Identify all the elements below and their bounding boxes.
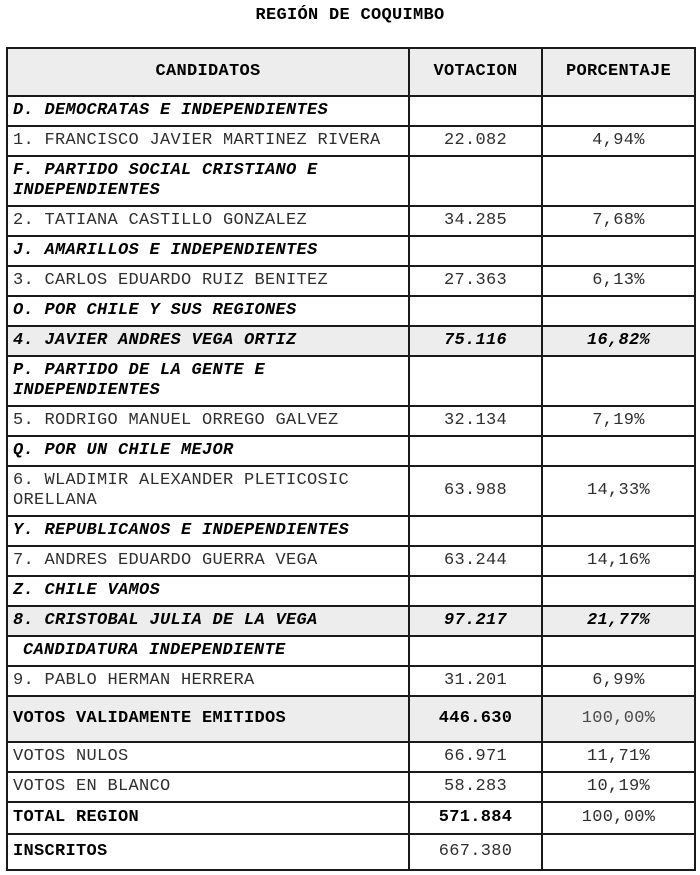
candidate-name-cell: 6. WLADIMIR ALEXANDER PLETICOSIC ORELLANA [7,466,409,516]
votes-cell [409,516,542,546]
votes-cell: 66.971 [409,742,542,772]
candidate-row [7,126,695,156]
percentage-cell: 7,19% [542,406,695,436]
percentage-cell: 6,99% [542,666,695,696]
party-header-row [7,516,695,546]
summary-row-votos-en-blanco [7,772,695,802]
candidate-row [7,466,695,516]
votes-cell: 63.988 [409,466,542,516]
party-name-cell: CANDIDATURA INDEPENDIENTE [7,636,409,666]
votes-cell: 22.082 [409,126,542,156]
votes-cell [409,236,542,266]
summary-label-cell: VOTOS EN BLANCO [7,772,409,802]
percentage-cell [542,636,695,666]
percentage-cell: 100,00% [542,802,695,834]
candidate-name-cell: 2. TATIANA CASTILLO GONZALEZ [7,206,409,236]
candidate-name-cell: 4. JAVIER ANDRES VEGA ORTIZ [7,326,409,356]
candidate-name-cell: 1. FRANCISCO JAVIER MARTINEZ RIVERA [7,126,409,156]
party-name-cell: D. DEMOCRATAS E INDEPENDIENTES [7,96,409,126]
votes-cell [409,356,542,406]
party-name-cell: J. AMARILLOS E INDEPENDIENTES [7,236,409,266]
percentage-cell: 14,16% [542,546,695,576]
percentage-cell [542,96,695,126]
summary-label-cell: INSCRITOS [7,834,409,870]
percentage-cell: 16,82% [542,326,695,356]
party-header-row [7,96,695,126]
votes-cell [409,156,542,206]
candidate-name-cell: 3. CARLOS EDUARDO RUIZ BENITEZ [7,266,409,296]
percentage-cell: 6,13% [542,266,695,296]
votes-cell [409,576,542,606]
percentage-cell [542,516,695,546]
candidate-name-cell: 8. CRISTOBAL JULIA DE LA VEGA [7,606,409,636]
header-votacion: VOTACION [409,48,542,96]
party-header-row [7,576,695,606]
header-candidatos: CANDIDATOS [7,48,409,96]
summary-row-votos-validamente [7,696,695,742]
percentage-cell: 14,33% [542,466,695,516]
votes-cell: 31.201 [409,666,542,696]
results-table [6,47,696,871]
votes-cell: 75.116 [409,326,542,356]
votes-cell: 63.244 [409,546,542,576]
candidate-row [7,266,695,296]
party-header-row [7,236,695,266]
party-name-cell: Z. CHILE VAMOS [7,576,409,606]
votes-cell: 97.217 [409,606,542,636]
candidate-row-highlighted [7,606,695,636]
percentage-cell [542,356,695,406]
candidate-name-cell: 9. PABLO HERMAN HERRERA [7,666,409,696]
votes-cell [409,96,542,126]
percentage-cell [542,576,695,606]
votes-cell: 446.630 [409,696,542,742]
summary-label-cell: VOTOS NULOS [7,742,409,772]
summary-label-cell: TOTAL REGION [7,802,409,834]
party-header-row [7,436,695,466]
votes-cell: 27.363 [409,266,542,296]
candidate-row [7,206,695,236]
percentage-cell [542,236,695,266]
percentage-cell [542,156,695,206]
percentage-cell [542,834,695,870]
party-header-row [7,156,695,206]
votes-cell: 34.285 [409,206,542,236]
percentage-cell: 7,68% [542,206,695,236]
votes-cell: 571.884 [409,802,542,834]
table-header-row [7,48,695,96]
percentage-cell: 11,71% [542,742,695,772]
percentage-cell: 100,00% [542,696,695,742]
page-title: REGIÓN DE COQUIMBO [255,6,445,25]
candidate-row-highlighted [7,326,695,356]
percentage-cell: 4,94% [542,126,695,156]
summary-label-cell: VOTOS VALIDAMENTE EMITIDOS [7,696,409,742]
candidate-name-cell: 5. RODRIGO MANUEL ORREGO GALVEZ [7,406,409,436]
percentage-cell [542,296,695,326]
votes-cell [409,436,542,466]
votes-cell [409,296,542,326]
votes-cell: 667.380 [409,834,542,870]
candidate-row [7,546,695,576]
percentage-cell: 10,19% [542,772,695,802]
summary-row-votos-nulos [7,742,695,772]
candidate-row [7,666,695,696]
party-name-cell: Q. POR UN CHILE MEJOR [7,436,409,466]
summary-row-inscritos [7,834,695,870]
party-name-cell: P. PARTIDO DE LA GENTE E INDEPENDIENTES [7,356,409,406]
percentage-cell [542,436,695,466]
party-header-row [7,296,695,326]
candidate-name-cell: 7. ANDRES EDUARDO GUERRA VEGA [7,546,409,576]
header-porcentaje: PORCENTAJE [542,48,695,96]
votes-cell [409,636,542,666]
party-header-row [7,636,695,666]
votes-cell: 32.134 [409,406,542,436]
percentage-cell: 21,77% [542,606,695,636]
candidate-row [7,406,695,436]
party-name-cell: Y. REPUBLICANOS E INDEPENDIENTES [7,516,409,546]
votes-cell: 58.283 [409,772,542,802]
party-header-row [7,356,695,406]
summary-row-total-region [7,802,695,834]
party-name-cell: O. POR CHILE Y SUS REGIONES [7,296,409,326]
party-name-cell: F. PARTIDO SOCIAL CRISTIANO E INDEPENDIENTES [7,156,409,206]
